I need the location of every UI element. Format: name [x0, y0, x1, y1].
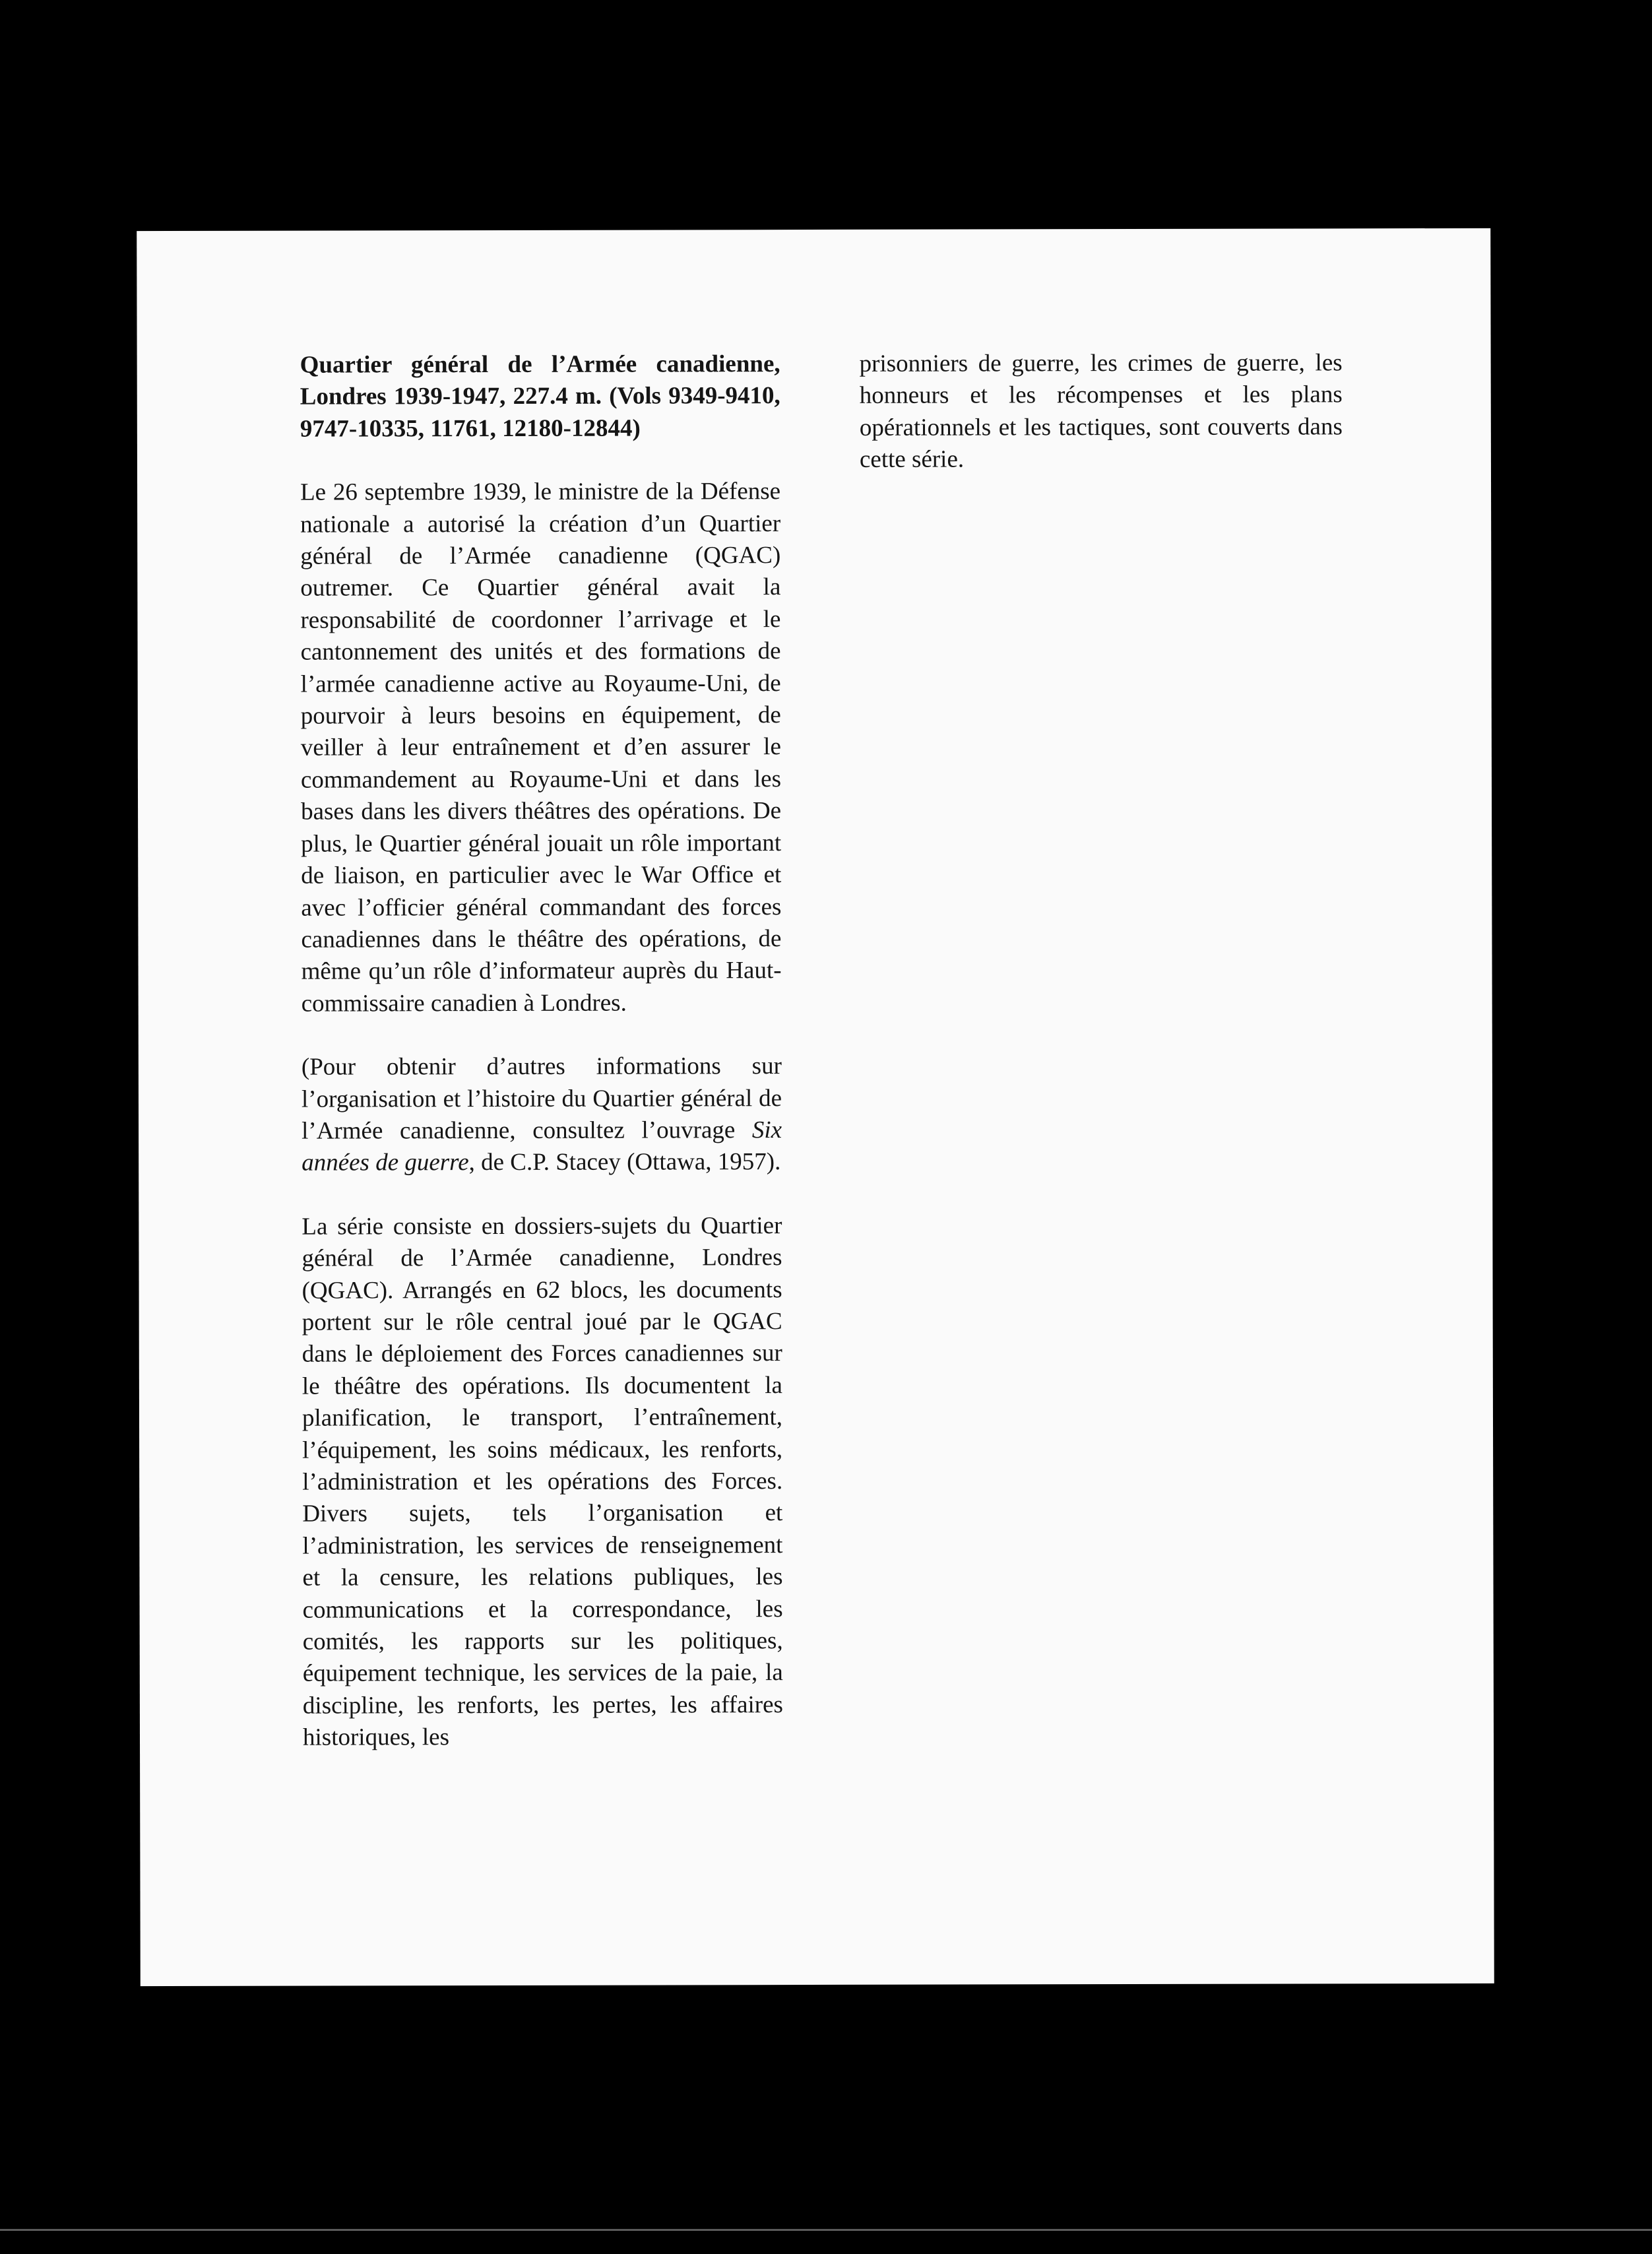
reference-text-after: , de C.P. Stacey (Ottawa, 1957).	[468, 1148, 781, 1176]
series-heading: Quartier général de l’Armée canadienne, Londres 1939-1947, 227.4 m. (Vols 9349-9410, 9747-10335, 11761, 12180-12844)	[300, 350, 780, 443]
paragraph-reference	[302, 1050, 782, 1179]
document-page	[137, 228, 1494, 1986]
scan-edge-line	[0, 2229, 1652, 2231]
left-column	[300, 348, 783, 1754]
right-column	[860, 347, 1343, 476]
reference-text-before: (Pour obtenir d’autres informations sur l’organisation et l’histoire du Quartier général de l’Armée canadienne, consultez l’ouvrage	[301, 1052, 782, 1145]
book-title: Six années de guerre	[302, 1116, 782, 1176]
paragraph-series-description: La série consiste en dossiers-sujets du Quartier général de l’Armée canadienne, Londres (QGAC). Arrangés en 62 blocs, les documents portent sur le rôle central joué par le QGAC dans le déploiement des Forces canadiennes sur le théâtre des opérations. Ils documentent la planification, le transport, l’entraînement, l’équipement, les soins médicaux, les renforts, l’administration et les opérations des Forces. Divers sujets, tels l’organisation et l’administration, les services de renseignement et la censure, les relations publiques, les communications et la correspondance, les comités, les rapports sur les politiques, équipement technique, les services de la paie, la discipline, les renforts, les pertes, les affaires historiques, les	[302, 1211, 783, 1751]
paragraph-creation: Le 26 septembre 1939, le ministre de la Défense nationale a autorisé la création d’un Quartier général de l’Armée canadienne (QGAC) outremer. Ce Quartier général avait la responsabilité de coordonner l’arrivage et le cantonnement des unités et des formations de l’armée canadienne active au Royaume-Uni, de pourvoir à leurs besoins en équipement, de veiller à leur entraînement et d’en assurer le commandement au Royaume-Uni et dans les bases dans les divers théâtres des opérations. De plus, le Quartier général jouait un rôle important de liaison, en particulier avec le War Office et avec l’officier général commandant des forces canadiennes dans le théâtre des opérations, de même qu’un rôle d’informateur auprès du Haut-commissaire canadien à Londres.	[300, 478, 782, 1017]
paragraph-continuation: prisonniers de guerre, les crimes de guerre, les honneurs et les récompenses et les plans opérationnels et les tactiques, sont couverts dans cette série.	[859, 349, 1343, 474]
